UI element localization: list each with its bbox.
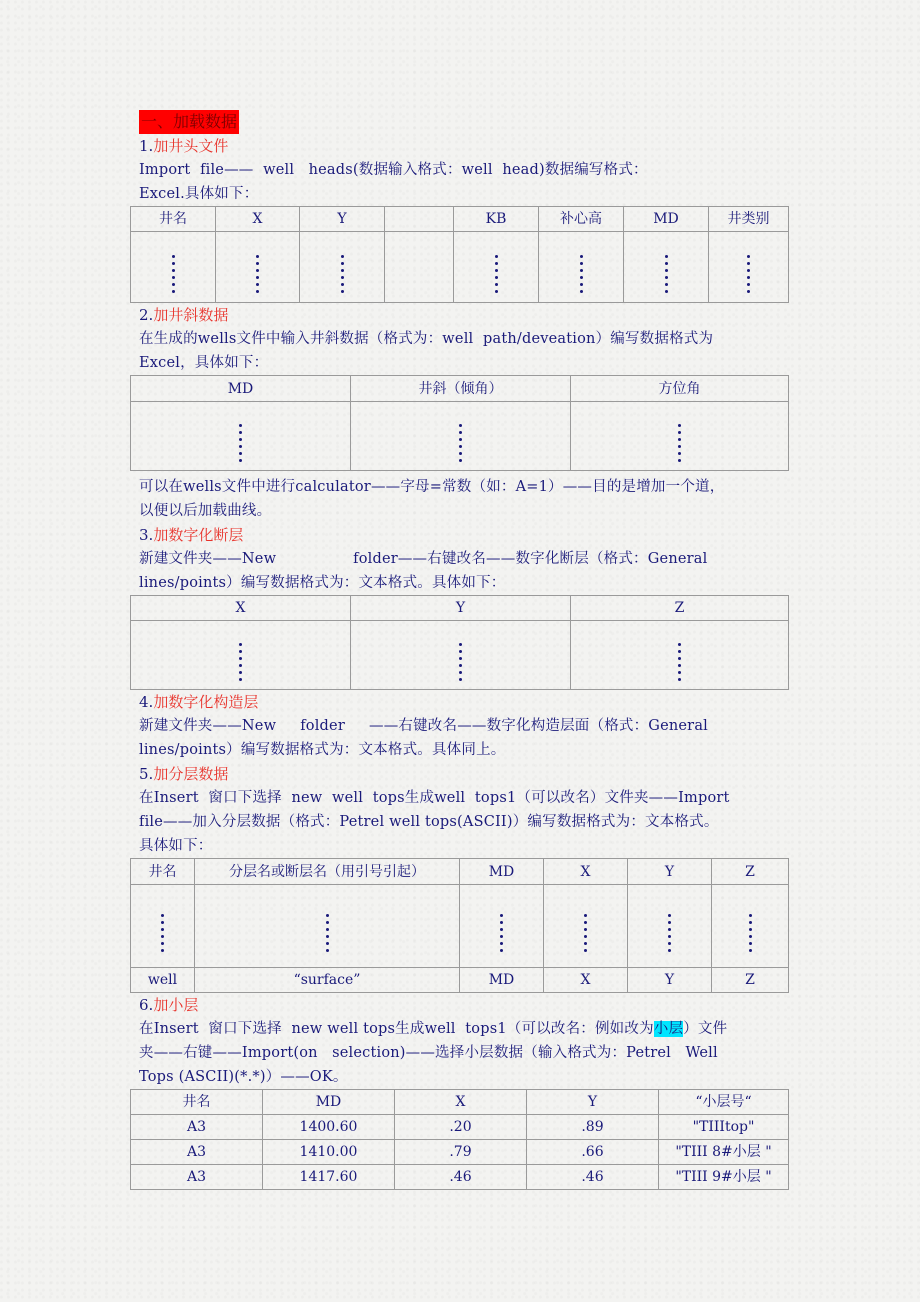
table-header: “小层号“	[659, 1090, 789, 1115]
section-title-text: 加数字化断层	[153, 526, 244, 544]
table-row	[131, 968, 789, 993]
vertical-ellipsis-icon	[326, 914, 329, 952]
table-header: Y	[628, 859, 712, 885]
table-cell	[195, 885, 460, 968]
vertical-ellipsis-icon	[749, 914, 752, 952]
table-cell: .46	[527, 1165, 659, 1190]
table-header: X	[131, 596, 351, 621]
document-page	[139, 110, 789, 1190]
table-cell: X	[544, 968, 628, 993]
table-header: 分层名或断层名（用引号引起）	[195, 859, 460, 885]
section-2-text-line2: Excel，具体如下：	[139, 355, 269, 371]
table-header: X	[216, 207, 300, 232]
section-5-title	[139, 762, 789, 786]
table-cell	[300, 232, 385, 303]
table-header-row	[131, 596, 789, 621]
table-header: Z	[571, 596, 789, 621]
vertical-ellipsis-icon	[256, 255, 259, 293]
section-2-title	[139, 303, 789, 327]
section-number: 4.	[139, 693, 154, 711]
section-1-title	[139, 134, 789, 158]
vertical-ellipsis-icon	[678, 424, 681, 462]
vertical-ellipsis-icon	[665, 255, 668, 293]
table-header: MD	[131, 376, 351, 402]
section-title-text: 加小层	[153, 996, 199, 1014]
table-header-row	[131, 207, 789, 232]
section-title-text: 加数字化构造层	[153, 693, 259, 711]
section-6-title	[139, 993, 789, 1017]
section-4-text-line2: lines/points）编写数据格式为：文本格式。具体同上。	[139, 742, 506, 758]
section-title-text: 加井斜数据	[153, 306, 229, 324]
vertical-ellipsis-icon	[668, 914, 671, 952]
table-cell	[571, 402, 789, 471]
table-header: 井名	[131, 1090, 263, 1115]
table-cell: MD	[460, 968, 544, 993]
section-5-text-line3: 具体如下：	[139, 838, 213, 854]
table-cell: "TIIItop"	[659, 1115, 789, 1140]
table-header: Y	[300, 207, 385, 232]
vertical-ellipsis-icon	[747, 255, 750, 293]
table-cell: .89	[527, 1115, 659, 1140]
table-header-row	[131, 1090, 789, 1115]
table-cell: 1400.60	[263, 1115, 395, 1140]
table-cell	[351, 621, 571, 690]
table-cell: .66	[527, 1140, 659, 1165]
table-cell	[454, 232, 539, 303]
well-heads-table	[130, 206, 789, 303]
section-3-text-line2: lines/points）编写数据格式为：文本格式。具体如下：	[139, 575, 506, 591]
table-row	[131, 885, 789, 968]
vertical-ellipsis-icon	[495, 255, 498, 293]
section-2-after-line2: 以便以后加载曲线。	[139, 503, 272, 519]
vertical-ellipsis-icon	[172, 255, 175, 293]
section-5-text-line1: 在Insert 窗口下选择 new well tops生成well tops1（可以改名）文件夹——Import	[139, 790, 730, 806]
section-1-text-line1: Import file—— well heads(数据输入格式：well head)数据编写格式：	[139, 162, 648, 178]
vertical-ellipsis-icon	[459, 424, 462, 462]
section-4-text-line1: 新建文件夹——New folder ——右键改名——数字化构造层面（格式：General	[139, 718, 708, 734]
vertical-ellipsis-icon	[500, 914, 503, 952]
table-cell: Z	[712, 968, 789, 993]
vertical-ellipsis-icon	[239, 643, 242, 681]
table-header: 方位角	[571, 376, 789, 402]
section-3-text-line1: 新建文件夹——New folder——右键改名——数字化断层（格式：General	[139, 551, 708, 567]
table-cell	[628, 885, 712, 968]
table-cell	[709, 232, 789, 303]
table-header: KB	[454, 207, 539, 232]
vertical-ellipsis-icon	[341, 255, 344, 293]
table-header: MD	[624, 207, 709, 232]
section-2-after-line1: 可以在wells文件中进行calculator——字母=常数（如：A=1）——目的是增加一个道，	[139, 479, 725, 495]
table-cell	[571, 621, 789, 690]
table-header: MD	[263, 1090, 395, 1115]
table-header: Z	[712, 859, 789, 885]
table-cell	[131, 402, 351, 471]
section-number: 2.	[139, 306, 154, 324]
table-cell: .46	[395, 1165, 527, 1190]
section-6-text-line3: Tops (ASCII)(*.*)）——OK。	[139, 1069, 348, 1085]
fault-xyz-table	[130, 595, 789, 690]
vertical-ellipsis-icon	[459, 643, 462, 681]
table-header: 井斜（倾角）	[351, 376, 571, 402]
vertical-ellipsis-icon	[239, 424, 242, 462]
table-header: 井类别	[709, 207, 789, 232]
section-2-text-line1: 在生成的wells文件中输入井斜数据（格式为：well path/deveation）编写数据格式为	[139, 331, 714, 347]
table-header: X	[544, 859, 628, 885]
table-cell	[624, 232, 709, 303]
vertical-ellipsis-icon	[584, 914, 587, 952]
table-header: X	[395, 1090, 527, 1115]
section-3-title	[139, 523, 789, 547]
table-cell	[544, 885, 628, 968]
text-segment: 在Insert 窗口下选择 new well tops生成well tops1（可以改名：例如改为	[139, 1021, 654, 1037]
table-cell: 1417.60	[263, 1165, 395, 1190]
table-cell	[539, 232, 624, 303]
text-segment: ）文件	[683, 1021, 728, 1037]
table-header	[385, 207, 454, 232]
table-header: 补心高	[539, 207, 624, 232]
table-header: Y	[527, 1090, 659, 1115]
table-header: 井名	[131, 859, 195, 885]
table-row	[131, 1115, 789, 1140]
table-cell	[131, 232, 216, 303]
table-header-row	[131, 859, 789, 885]
section-number: 1.	[139, 137, 154, 155]
table-row	[131, 402, 789, 471]
table-row	[131, 621, 789, 690]
table-row	[131, 1165, 789, 1190]
table-cell	[131, 621, 351, 690]
heading-highlight: 一、加载数据	[139, 110, 239, 134]
table-cell	[131, 885, 195, 968]
table-cell: Y	[628, 968, 712, 993]
section-6-text-line1	[139, 1017, 789, 1041]
table-row	[131, 232, 789, 303]
section-6-text-line2: 夹——右键——Import(on selection)——选择小层数据（输入格式为：Petrel Well	[139, 1045, 718, 1061]
main-heading	[139, 110, 789, 134]
table-cell	[460, 885, 544, 968]
table-cell: .79	[395, 1140, 527, 1165]
highlighted-text: 小层	[653, 1021, 684, 1037]
table-cell: A3	[131, 1140, 263, 1165]
sublayer-table	[130, 1089, 789, 1190]
table-cell: A3	[131, 1115, 263, 1140]
table-cell: A3	[131, 1165, 263, 1190]
table-cell: 1410.00	[263, 1140, 395, 1165]
table-cell: “surface”	[195, 968, 460, 993]
table-cell: well	[131, 968, 195, 993]
section-5-text-line2: file——加入分层数据（格式：Petrel well tops(ASCII)）编写数据格式为：文本格式。	[139, 814, 719, 830]
section-number: 6.	[139, 996, 154, 1014]
table-header: Y	[351, 596, 571, 621]
section-number: 5.	[139, 765, 154, 783]
table-cell	[216, 232, 300, 303]
section-title-text: 加分层数据	[153, 765, 229, 783]
vertical-ellipsis-icon	[580, 255, 583, 293]
table-header-row	[131, 376, 789, 402]
table-header: MD	[460, 859, 544, 885]
section-number: 3.	[139, 526, 154, 544]
table-row	[131, 1140, 789, 1165]
section-title-text: 加井头文件	[153, 137, 229, 155]
table-cell: "TIII 9#小层 "	[659, 1165, 789, 1190]
well-tops-table	[130, 858, 789, 993]
table-cell: .20	[395, 1115, 527, 1140]
vertical-ellipsis-icon	[161, 914, 164, 952]
section-1-text-line2: Excel.具体如下：	[139, 186, 259, 202]
vertical-ellipsis-icon	[678, 643, 681, 681]
table-cell	[712, 885, 789, 968]
table-cell	[385, 232, 454, 303]
deviation-table	[130, 375, 789, 471]
table-cell	[351, 402, 571, 471]
table-cell: "TIII 8#小层 "	[659, 1140, 789, 1165]
table-header: 井名	[131, 207, 216, 232]
section-4-title	[139, 690, 789, 714]
